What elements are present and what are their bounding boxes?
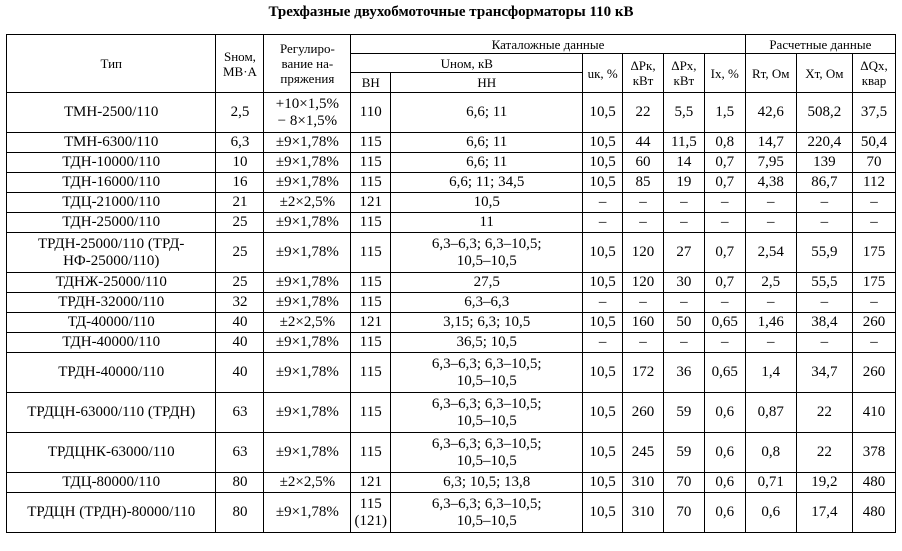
cell-nn <box>391 313 583 333</box>
cell-dqx: 175 <box>852 273 895 293</box>
cell-vn <box>351 153 391 173</box>
cell-rt: – <box>745 333 796 353</box>
cell-s-nom: 40 <box>216 353 264 393</box>
cell-xt: 38,4 <box>796 313 852 333</box>
cell-dpk: 160 <box>623 313 664 333</box>
cell-vn <box>351 493 391 533</box>
cell-ix: 0,65 <box>704 353 745 393</box>
cell-dpx: 27 <box>663 233 704 273</box>
cell-nn-line: 6,3–6,3 <box>464 294 510 310</box>
cell-dqx: 50,4 <box>852 133 895 153</box>
cell-dqx: – <box>852 193 895 213</box>
cell-vn <box>351 213 391 233</box>
cell-vn-line: 115 <box>359 294 382 310</box>
table-row <box>7 213 896 233</box>
cell-s-nom: 25 <box>216 273 264 293</box>
cell-xt: – <box>796 333 852 353</box>
cell-xt: 22 <box>796 433 852 473</box>
cell-type: ТРДЦН (ТРДН)-80000/110 <box>7 493 216 533</box>
cell-type-line: ТРДН-25000/110 (ТРД- <box>38 235 185 252</box>
cell-vn <box>351 433 391 473</box>
cell-ix: – <box>704 293 745 313</box>
cell-dpx: 19 <box>663 173 704 193</box>
cell-regulation <box>264 393 351 433</box>
cell-xt: – <box>796 213 852 233</box>
cell-ix: 0,7 <box>704 233 745 273</box>
table-body <box>7 93 896 533</box>
cell-s-nom: 25 <box>216 213 264 233</box>
cell-dpx: 50 <box>663 313 704 333</box>
cell-s-nom: 63 <box>216 393 264 433</box>
cell-ix: – <box>704 193 745 213</box>
cell-nn-line: 6,3–6,3; 6,3–10,5; <box>431 355 542 372</box>
cell-rt: 1,46 <box>745 313 796 333</box>
cell-xt: 55,5 <box>796 273 852 293</box>
cell-s-nom: 80 <box>216 493 264 533</box>
cell-s-nom: 63 <box>216 433 264 473</box>
cell-s-nom: 25 <box>216 233 264 273</box>
cell-s-nom: 10 <box>216 153 264 173</box>
cell-ix: 0,8 <box>704 133 745 153</box>
header-rt: Rт, Ом <box>745 54 796 93</box>
cell-dqx: 480 <box>852 493 895 533</box>
cell-vn-line: 115 <box>359 244 382 260</box>
cell-nn-line: 10,5–10,5 <box>456 412 517 429</box>
table-row <box>7 473 896 493</box>
cell-vn-line: (121) <box>354 512 387 529</box>
cell-vn-line: 121 <box>359 194 382 210</box>
cell-nn-line: 6,6; 11 <box>466 104 508 120</box>
header-xt: Xт, Ом <box>796 54 852 93</box>
cell-dpk: – <box>623 333 664 353</box>
cell-dqx: – <box>852 333 895 353</box>
cell-regulation <box>264 213 351 233</box>
cell-regulation <box>264 333 351 353</box>
cell-nn-line: 6,6; 11; 34,5 <box>449 174 525 190</box>
cell-dpx: 70 <box>663 493 704 533</box>
cell-dpx: 5,5 <box>663 93 704 133</box>
cell-vn <box>351 473 391 493</box>
cell-nn <box>391 433 583 473</box>
table-row <box>7 313 896 333</box>
cell-regulation-line: ±9×1,78% <box>275 134 339 150</box>
cell-rt: – <box>745 193 796 213</box>
cell-dqx: 112 <box>852 173 895 193</box>
cell-vn-line: 115 <box>359 444 382 460</box>
cell-regulation-line: ±9×1,78% <box>275 504 339 520</box>
cell-uk: 10,5 <box>583 233 623 273</box>
cell-type: ТДН-10000/110 <box>7 153 216 173</box>
cell-regulation <box>264 293 351 313</box>
cell-vn-line: 115 <box>359 134 382 150</box>
cell-type: ТДН-25000/110 <box>7 213 216 233</box>
cell-vn <box>351 293 391 313</box>
table-row <box>7 493 896 533</box>
cell-regulation-line: ±9×1,78% <box>275 154 339 170</box>
cell-dpk: 172 <box>623 353 664 393</box>
cell-type: ТРДН-32000/110 <box>7 293 216 313</box>
cell-vn-line: 110 <box>359 104 382 120</box>
cell-s-nom: 21 <box>216 193 264 213</box>
cell-nn <box>391 173 583 193</box>
cell-rt: 0,71 <box>745 473 796 493</box>
cell-dpk: 310 <box>623 493 664 533</box>
header-regulation: Регулиро-вание на-пряжения <box>264 35 351 93</box>
cell-dpk: 310 <box>623 473 664 493</box>
cell-type: ТРДН-40000/110 <box>7 353 216 393</box>
cell-dpk: 60 <box>623 153 664 173</box>
cell-xt: 19,2 <box>796 473 852 493</box>
cell-uk: 10,5 <box>583 493 623 533</box>
cell-uk: 10,5 <box>583 93 623 133</box>
cell-dqx: 70 <box>852 153 895 173</box>
cell-ix: 0,7 <box>704 173 745 193</box>
header-type: Тип <box>7 35 216 93</box>
table-title: Трехфазные двухобмоточные трансформаторы 110 кВ <box>268 4 634 20</box>
cell-dqx: 37,5 <box>852 93 895 133</box>
cell-nn <box>391 473 583 493</box>
cell-s-nom: 2,5 <box>216 93 264 133</box>
table-row <box>7 353 896 393</box>
cell-vn-line: 115 <box>359 214 382 230</box>
cell-nn-line: 10,5 <box>473 194 500 210</box>
cell-rt: 1,4 <box>745 353 796 393</box>
cell-dpx: 30 <box>663 273 704 293</box>
cell-ix: 0,6 <box>704 493 745 533</box>
cell-dpx: 59 <box>663 433 704 473</box>
cell-nn <box>391 493 583 533</box>
cell-nn <box>391 293 583 313</box>
cell-s-nom: 6,3 <box>216 133 264 153</box>
cell-dqx: 260 <box>852 353 895 393</box>
cell-nn <box>391 233 583 273</box>
cell-ix: – <box>704 213 745 233</box>
cell-vn <box>351 273 391 293</box>
cell-ix: 0,6 <box>704 473 745 493</box>
header-vn: ВН <box>351 73 391 93</box>
cell-vn-line: 121 <box>359 474 382 490</box>
cell-dpx: – <box>663 293 704 313</box>
cell-type: ТД-40000/110 <box>7 313 216 333</box>
cell-rt: 7,95 <box>745 153 796 173</box>
cell-regulation <box>264 233 351 273</box>
cell-vn-line: 115 <box>359 274 382 290</box>
table-row <box>7 93 896 133</box>
cell-dpk: 44 <box>623 133 664 153</box>
cell-regulation <box>264 93 351 133</box>
cell-ix: 0,65 <box>704 313 745 333</box>
cell-vn-line: 115 <box>359 334 382 350</box>
cell-ix: 0,7 <box>704 273 745 293</box>
cell-type: ТДН-40000/110 <box>7 333 216 353</box>
cell-nn <box>391 353 583 393</box>
cell-regulation-line: ±9×1,78% <box>275 404 339 420</box>
header-dpx: ΔPх, кВт <box>663 54 704 93</box>
table-row <box>7 393 896 433</box>
cell-uk: 10,5 <box>583 353 623 393</box>
cell-regulation <box>264 353 351 393</box>
cell-regulation-line: ±9×1,78% <box>275 364 339 380</box>
cell-rt: 2,5 <box>745 273 796 293</box>
cell-s-nom: 40 <box>216 333 264 353</box>
cell-uk: 10,5 <box>583 313 623 333</box>
cell-uk: – <box>583 293 623 313</box>
table-row <box>7 173 896 193</box>
cell-vn <box>351 313 391 333</box>
cell-dpk: – <box>623 213 664 233</box>
cell-s-nom: 16 <box>216 173 264 193</box>
cell-nn-line: 36,5; 10,5 <box>456 334 517 350</box>
cell-regulation <box>264 193 351 213</box>
cell-dpx: 59 <box>663 393 704 433</box>
cell-dpk: 120 <box>623 233 664 273</box>
table-row <box>7 133 896 153</box>
cell-xt: 139 <box>796 153 852 173</box>
cell-uk: – <box>583 213 623 233</box>
cell-vn <box>351 333 391 353</box>
cell-uk: 10,5 <box>583 153 623 173</box>
cell-type: ТМН-2500/110 <box>7 93 216 133</box>
cell-rt: 42,6 <box>745 93 796 133</box>
cell-vn-line: 115 <box>359 364 382 380</box>
cell-uk: 10,5 <box>583 473 623 493</box>
cell-vn <box>351 93 391 133</box>
cell-uk: 10,5 <box>583 433 623 473</box>
cell-vn-line: 115 <box>359 154 382 170</box>
cell-dqx: – <box>852 293 895 313</box>
cell-dpx: 36 <box>663 353 704 393</box>
cell-nn-line: 10,5–10,5 <box>456 452 517 469</box>
cell-dpk: 120 <box>623 273 664 293</box>
cell-xt: – <box>796 293 852 313</box>
cell-uk: 10,5 <box>583 133 623 153</box>
cell-uk: – <box>583 193 623 213</box>
cell-type: ТДНЖ-25000/110 <box>7 273 216 293</box>
cell-dpk: – <box>623 193 664 213</box>
cell-xt: – <box>796 193 852 213</box>
cell-nn <box>391 93 583 133</box>
cell-regulation-line: ±9×1,78% <box>275 174 339 190</box>
cell-dpx: 14 <box>663 153 704 173</box>
cell-nn <box>391 273 583 293</box>
cell-dpx: – <box>663 193 704 213</box>
cell-nn-line: 6,6; 11 <box>466 134 508 150</box>
cell-regulation <box>264 313 351 333</box>
cell-dpk: – <box>623 293 664 313</box>
cell-dpk: 260 <box>623 393 664 433</box>
cell-nn <box>391 153 583 173</box>
cell-dqx: 410 <box>852 393 895 433</box>
cell-dqx: 175 <box>852 233 895 273</box>
cell-s-nom: 32 <box>216 293 264 313</box>
cell-nn-line: 3,15; 6,3; 10,5 <box>443 314 531 330</box>
cell-type: ТДЦ-21000/110 <box>7 193 216 213</box>
cell-nn-line: 6,6; 11 <box>466 154 508 170</box>
cell-xt: 508,2 <box>796 93 852 133</box>
cell-xt: 34,7 <box>796 353 852 393</box>
cell-ix: 0,6 <box>704 433 745 473</box>
cell-regulation-line: ±2×2,5% <box>279 474 336 490</box>
cell-regulation-line: ±9×1,78% <box>275 244 339 260</box>
cell-ix: 1,5 <box>704 93 745 133</box>
table-row <box>7 233 896 273</box>
cell-vn-line: 115 <box>359 495 382 512</box>
cell-nn-line: 10,5–10,5 <box>456 372 517 389</box>
cell-rt: 14,7 <box>745 133 796 153</box>
cell-rt: – <box>745 213 796 233</box>
cell-dqx: 480 <box>852 473 895 493</box>
cell-regulation-line: ±9×1,78% <box>275 214 339 230</box>
cell-vn-line: 115 <box>359 174 382 190</box>
cell-nn <box>391 333 583 353</box>
cell-nn <box>391 393 583 433</box>
cell-regulation-line: ±9×1,78% <box>275 444 339 460</box>
cell-regulation <box>264 493 351 533</box>
cell-dpx: – <box>663 333 704 353</box>
cell-xt: 86,7 <box>796 173 852 193</box>
cell-nn-line: 10,5–10,5 <box>456 252 517 269</box>
cell-rt: 0,8 <box>745 433 796 473</box>
table-row <box>7 273 896 293</box>
cell-nn <box>391 193 583 213</box>
cell-regulation-line: − 8×1,5% <box>277 112 338 129</box>
cell-regulation-line: +10×1,5% <box>275 95 339 112</box>
header-s-nom: Sном, МВ·А <box>216 35 264 93</box>
cell-uk: 10,5 <box>583 273 623 293</box>
cell-nn-line: 6,3–6,3; 6,3–10,5; <box>431 435 542 452</box>
cell-uk: – <box>583 333 623 353</box>
cell-nn <box>391 133 583 153</box>
cell-s-nom: 40 <box>216 313 264 333</box>
cell-dpk: 245 <box>623 433 664 473</box>
cell-dpk: 22 <box>623 93 664 133</box>
cell-regulation <box>264 433 351 473</box>
cell-regulation-line: ±9×1,78% <box>275 294 339 310</box>
cell-regulation <box>264 173 351 193</box>
cell-rt: 0,87 <box>745 393 796 433</box>
cell-dpx: 11,5 <box>663 133 704 153</box>
cell-vn <box>351 193 391 213</box>
cell-regulation <box>264 133 351 153</box>
cell-type <box>7 233 216 273</box>
table-row <box>7 433 896 473</box>
cell-vn-line: 121 <box>359 314 382 330</box>
cell-s-nom: 80 <box>216 473 264 493</box>
table-row <box>7 333 896 353</box>
cell-regulation-line: ±9×1,78% <box>275 334 339 350</box>
cell-type: ТРДЦНК-63000/110 <box>7 433 216 473</box>
cell-nn-line: 6,3–6,3; 6,3–10,5; <box>431 495 542 512</box>
header-u-nom: Uном, кВ <box>351 54 583 73</box>
cell-xt: 220,4 <box>796 133 852 153</box>
cell-dqx: 260 <box>852 313 895 333</box>
cell-ix: 0,6 <box>704 393 745 433</box>
cell-dqx: 378 <box>852 433 895 473</box>
cell-dpk: 85 <box>623 173 664 193</box>
cell-rt: 4,38 <box>745 173 796 193</box>
cell-regulation-line: ±2×2,5% <box>279 314 336 330</box>
cell-dqx: – <box>852 213 895 233</box>
cell-vn <box>351 133 391 153</box>
cell-nn-line: 6,3; 10,5; 13,8 <box>443 474 531 490</box>
transformer-table <box>6 34 896 533</box>
cell-xt: 55,9 <box>796 233 852 273</box>
cell-regulation <box>264 273 351 293</box>
cell-uk: 10,5 <box>583 173 623 193</box>
cell-nn <box>391 213 583 233</box>
header-ix: Iх, % <box>704 54 745 93</box>
cell-regulation <box>264 473 351 493</box>
cell-type: ТМН-6300/110 <box>7 133 216 153</box>
cell-dpx: – <box>663 213 704 233</box>
header-dqx: ΔQх, квар <box>852 54 895 93</box>
table-row <box>7 293 896 313</box>
table-row <box>7 193 896 213</box>
cell-nn-line: 6,3–6,3; 6,3–10,5; <box>431 235 542 252</box>
cell-regulation <box>264 153 351 173</box>
cell-vn <box>351 173 391 193</box>
header-nn: НН <box>391 73 583 93</box>
cell-type: ТДЦ-80000/110 <box>7 473 216 493</box>
cell-ix: – <box>704 333 745 353</box>
cell-nn-line: 10,5–10,5 <box>456 512 517 529</box>
header-uk: uк, % <box>583 54 623 93</box>
cell-nn-line: 11 <box>479 214 494 230</box>
cell-vn-line: 115 <box>359 404 382 420</box>
cell-type: ТРДЦН-63000/110 (ТРДН) <box>7 393 216 433</box>
header-dpk: ΔPк, кВт <box>623 54 664 93</box>
cell-xt: 22 <box>796 393 852 433</box>
cell-regulation-line: ±2×2,5% <box>279 194 336 210</box>
cell-dpx: 70 <box>663 473 704 493</box>
cell-type: ТДН-16000/110 <box>7 173 216 193</box>
table-row <box>7 153 896 173</box>
header-calc: Расчетные данные <box>745 35 895 54</box>
cell-nn-line: 27,5 <box>473 274 500 290</box>
cell-rt: 0,6 <box>745 493 796 533</box>
cell-uk: 10,5 <box>583 393 623 433</box>
cell-rt: 2,54 <box>745 233 796 273</box>
cell-ix: 0,7 <box>704 153 745 173</box>
cell-xt: 17,4 <box>796 493 852 533</box>
cell-vn <box>351 393 391 433</box>
header-catalog: Каталожные данные <box>351 35 745 54</box>
cell-regulation-line: ±9×1,78% <box>275 274 339 290</box>
cell-vn <box>351 233 391 273</box>
cell-vn <box>351 353 391 393</box>
cell-nn-line: 6,3–6,3; 6,3–10,5; <box>431 395 542 412</box>
cell-rt: – <box>745 293 796 313</box>
cell-type-line: НФ-25000/110) <box>63 252 160 269</box>
